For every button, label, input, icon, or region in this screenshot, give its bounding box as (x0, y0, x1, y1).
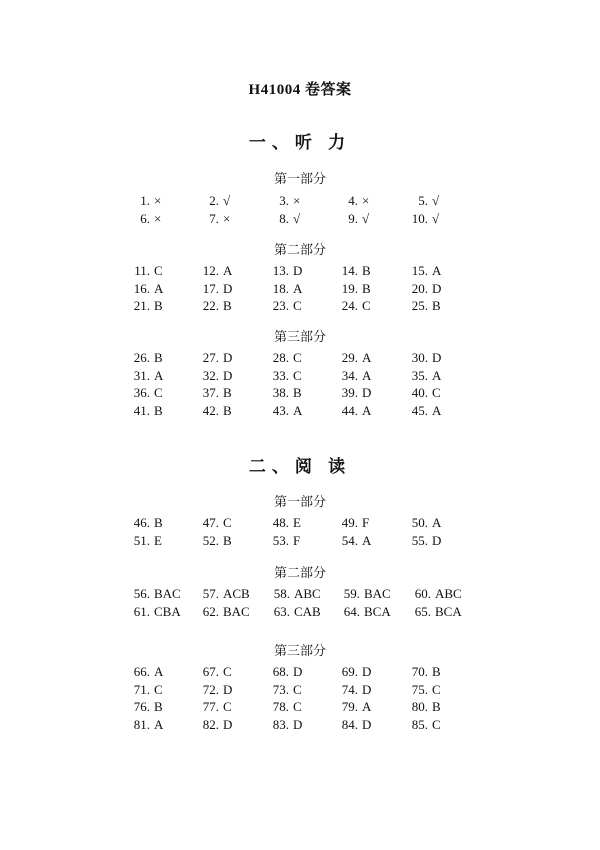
answer-row (0, 281, 600, 299)
question-number: 42. (202, 402, 219, 418)
answer-value: B (223, 298, 232, 313)
answer-value: B (154, 402, 163, 418)
question-number: 44. (341, 402, 358, 418)
answer-value: C (293, 298, 302, 313)
answer-item (322, 533, 388, 549)
question-number: 68. (272, 664, 289, 679)
question-number: 51. (133, 532, 150, 548)
question-number: 65. (414, 603, 431, 619)
answer-value: BCA (435, 603, 462, 619)
answer-grid (0, 515, 600, 550)
answer-value: CAB (294, 603, 321, 619)
question-number: 28. (272, 350, 289, 365)
question-number: 3. (279, 193, 289, 208)
answer-grid (0, 586, 600, 621)
answer-item (114, 385, 180, 401)
answer-item (253, 515, 319, 531)
question-number: 56. (133, 586, 150, 601)
answer-value: A (154, 367, 164, 383)
part-label: 第二部分 (273, 242, 326, 257)
answer-value: C (154, 263, 163, 278)
answer-item (253, 263, 319, 279)
answer-value: A (154, 716, 164, 732)
answer-item (322, 263, 388, 279)
answer-value: D (362, 681, 372, 697)
answer-value: D (432, 280, 442, 296)
answer-value: C (223, 515, 232, 530)
question-number: 20. (411, 280, 428, 296)
question-number: 33. (272, 367, 289, 383)
answer-item (183, 281, 249, 297)
question-number: 61. (133, 603, 150, 619)
answer-value: D (362, 716, 372, 732)
answer-item (114, 350, 180, 366)
question-number: 31. (133, 367, 150, 383)
answer-row (0, 298, 600, 316)
answer-item (392, 699, 458, 715)
answer-item (114, 403, 180, 419)
question-number: 67. (202, 664, 219, 679)
answer-item (322, 682, 388, 698)
answer-item (392, 682, 458, 698)
answer-value: C (293, 681, 302, 697)
answer-item (322, 193, 388, 209)
answer-item (405, 586, 469, 602)
question-number: 41. (133, 402, 150, 418)
question-number: 7. (209, 210, 219, 226)
question-number: 64. (343, 603, 360, 619)
answer-value: D (362, 664, 372, 679)
answer-row (0, 604, 600, 622)
answer-value: D (293, 716, 303, 732)
answer-value: E (154, 532, 162, 548)
answer-item (392, 263, 458, 279)
answer-item (253, 211, 319, 227)
question-number: 21. (133, 298, 150, 313)
answer-value: D (432, 532, 442, 548)
answer-value: × (293, 193, 301, 208)
question-number: 72. (202, 681, 219, 697)
answer-value: BAC (154, 586, 181, 601)
part-label: 第三部分 (273, 329, 326, 344)
answer-value: × (154, 210, 162, 226)
answer-item (183, 298, 249, 314)
answer-value: D (223, 280, 233, 296)
document-title: H41004 卷答案 (248, 82, 352, 98)
question-number: 75. (411, 681, 428, 697)
answer-value: B (293, 385, 302, 400)
answer-item (183, 664, 249, 680)
answer-item (114, 533, 180, 549)
question-number: 74. (341, 681, 358, 697)
answer-value: × (362, 193, 370, 208)
question-number: 73. (272, 681, 289, 697)
answer-value: C (223, 699, 232, 714)
question-number: 6. (140, 210, 150, 226)
question-number: 14. (341, 263, 358, 278)
answer-item (183, 699, 249, 715)
answer-row (0, 211, 600, 229)
question-number: 5. (418, 193, 428, 208)
answer-item (114, 682, 180, 698)
answer-value: C (293, 367, 302, 383)
question-number: 45. (411, 402, 428, 418)
answer-value: C (293, 699, 302, 714)
question-number: 79. (341, 699, 358, 714)
question-number: 84. (341, 716, 358, 732)
question-number: 37. (202, 385, 219, 400)
question-number: 10. (411, 210, 428, 226)
answer-item (392, 281, 458, 297)
answer-item (253, 350, 319, 366)
question-number: 2. (209, 193, 219, 208)
answer-value: A (432, 367, 442, 383)
answer-value: √ (362, 210, 370, 226)
answer-item (183, 533, 249, 549)
answer-value: √ (432, 210, 440, 226)
answer-item (183, 368, 249, 384)
answer-item (183, 403, 249, 419)
question-number: 59. (343, 586, 360, 601)
answer-item (322, 699, 388, 715)
question-number: 39. (341, 385, 358, 400)
question-number: 1. (140, 193, 150, 208)
question-number: 80. (411, 699, 428, 714)
answer-item (183, 193, 249, 209)
question-number: 34. (341, 367, 358, 383)
question-number: 58. (273, 586, 290, 601)
answer-value: D (362, 385, 372, 400)
answer-row (0, 533, 600, 551)
answer-value: √ (293, 210, 301, 226)
answer-value: D (293, 664, 303, 679)
answer-value: A (362, 532, 372, 548)
answer-value: √ (223, 193, 231, 208)
answer-value: A (362, 350, 372, 365)
answer-value: F (293, 532, 301, 548)
question-number: 53. (272, 532, 289, 548)
answer-item (264, 604, 328, 620)
answer-item (405, 604, 469, 620)
section-heading-listening: 一、听 力 (248, 133, 352, 152)
question-number: 62. (202, 603, 219, 619)
answer-item (392, 515, 458, 531)
answer-item (114, 699, 180, 715)
answer-item (322, 350, 388, 366)
answer-value: A (154, 280, 164, 296)
question-number: 66. (133, 664, 150, 679)
answer-value: C (432, 716, 441, 732)
question-number: 30. (411, 350, 428, 365)
question-number: 78. (272, 699, 289, 714)
answer-item (322, 281, 388, 297)
answer-item (334, 586, 398, 602)
answer-value: A (432, 263, 442, 278)
answer-value: B (154, 350, 163, 365)
answer-item (253, 533, 319, 549)
answer-row (0, 403, 600, 421)
question-number: 70. (411, 664, 428, 679)
answer-row (0, 368, 600, 386)
question-number: 15. (411, 263, 428, 278)
answer-item (114, 717, 180, 733)
answer-row (0, 682, 600, 700)
answer-item (253, 717, 319, 733)
answer-value: A (362, 402, 372, 418)
answer-item (322, 211, 388, 227)
answer-value: A (223, 263, 233, 278)
question-number: 82. (202, 716, 219, 732)
answer-row (0, 385, 600, 403)
answer-value: BCA (364, 603, 391, 619)
question-number: 47. (202, 515, 219, 530)
answer-value: A (432, 402, 442, 418)
question-number: 48. (272, 515, 289, 530)
answer-value: D (223, 350, 233, 365)
answer-item (392, 717, 458, 733)
answer-item (392, 533, 458, 549)
answer-item (392, 350, 458, 366)
answer-value: A (362, 367, 372, 383)
answer-value: C (432, 681, 441, 697)
answer-value: A (293, 280, 303, 296)
answer-value: D (293, 263, 303, 278)
answer-item (114, 515, 180, 531)
answer-grid (0, 193, 600, 228)
answer-item (253, 682, 319, 698)
question-number: 77. (202, 699, 219, 714)
answer-item (392, 298, 458, 314)
answer-item (193, 586, 257, 602)
question-number: 36. (133, 385, 150, 400)
question-number: 63. (273, 603, 290, 619)
question-number: 55. (411, 532, 428, 548)
question-number: 13. (272, 263, 289, 278)
answer-value: B (362, 263, 371, 278)
question-number: 23. (272, 298, 289, 313)
question-number: 38. (272, 385, 289, 400)
answer-value: × (223, 210, 231, 226)
answer-value: B (432, 699, 441, 714)
answer-value: D (223, 367, 233, 383)
answer-value: E (293, 515, 301, 530)
answer-item (124, 604, 188, 620)
answer-value: B (154, 298, 163, 313)
answer-value: B (223, 385, 232, 400)
answer-value: CBA (154, 603, 181, 619)
answer-item (114, 263, 180, 279)
answer-item (322, 403, 388, 419)
answer-grid (0, 263, 600, 316)
question-number: 60. (414, 586, 431, 601)
answer-row (0, 699, 600, 717)
answer-value: A (432, 515, 442, 530)
answer-item (322, 717, 388, 733)
question-number: 43. (272, 402, 289, 418)
answer-row (0, 263, 600, 281)
answer-value: B (154, 699, 163, 714)
question-number: 54. (341, 532, 358, 548)
answer-item (183, 515, 249, 531)
answer-item (322, 298, 388, 314)
answer-item (253, 281, 319, 297)
answer-value: B (223, 532, 232, 548)
answer-value: ACB (223, 586, 250, 601)
answer-item (183, 682, 249, 698)
answer-row (0, 717, 600, 735)
answer-item (322, 368, 388, 384)
part-label: 第三部分 (273, 643, 326, 658)
answer-value: A (293, 402, 303, 418)
question-number: 4. (348, 193, 358, 208)
answer-item (183, 263, 249, 279)
answer-item (392, 368, 458, 384)
question-number: 8. (279, 210, 289, 226)
question-number: 27. (202, 350, 219, 365)
question-number: 81. (133, 716, 150, 732)
answer-value: F (362, 515, 370, 530)
question-number: 25. (411, 298, 428, 313)
question-number: 18. (272, 280, 289, 296)
question-number: 24. (341, 298, 358, 313)
question-number: 35. (411, 367, 428, 383)
answer-value: √ (432, 193, 440, 208)
answer-value: B (154, 515, 163, 530)
answer-value: C (362, 298, 371, 313)
answer-item (322, 385, 388, 401)
answer-row (0, 515, 600, 533)
answer-value: B (362, 280, 371, 296)
answer-value: A (362, 699, 372, 714)
question-number: 83. (272, 716, 289, 732)
question-number: 71. (133, 681, 150, 697)
answer-value: ABC (294, 586, 321, 601)
question-number: 32. (202, 367, 219, 383)
answer-value: B (432, 298, 441, 313)
answer-item (322, 515, 388, 531)
answer-grid (0, 664, 600, 734)
answer-row (0, 350, 600, 368)
part-label: 第一部分 (273, 494, 326, 509)
answer-item (114, 664, 180, 680)
question-number: 57. (202, 586, 219, 601)
question-number: 17. (202, 280, 219, 296)
answer-value: A (154, 664, 164, 679)
answer-item (392, 211, 458, 227)
question-number: 12. (202, 263, 219, 278)
answer-item (253, 298, 319, 314)
answer-value: BAC (364, 586, 391, 601)
question-number: 9. (348, 210, 358, 226)
question-number: 29. (341, 350, 358, 365)
answer-grid (0, 350, 600, 420)
question-number: 50. (411, 515, 428, 530)
answer-item (334, 604, 398, 620)
question-number: 11. (134, 263, 150, 278)
answer-item (253, 193, 319, 209)
answer-item (183, 385, 249, 401)
answer-value: D (223, 681, 233, 697)
part-label: 第一部分 (273, 171, 326, 186)
answer-item (253, 385, 319, 401)
answer-item (392, 385, 458, 401)
answer-value: D (432, 350, 442, 365)
answer-item (392, 403, 458, 419)
question-number: 22. (202, 298, 219, 313)
answer-item (124, 586, 188, 602)
question-number: 76. (133, 699, 150, 714)
question-number: 46. (133, 515, 150, 530)
answer-item (114, 211, 180, 227)
answer-item (253, 403, 319, 419)
answer-row (0, 193, 600, 211)
answer-item (183, 211, 249, 227)
answer-value: × (154, 193, 162, 208)
answer-row (0, 664, 600, 682)
question-number: 16. (133, 280, 150, 296)
answer-item (183, 717, 249, 733)
answer-value: B (432, 664, 441, 679)
answer-item (264, 586, 328, 602)
answer-item (253, 699, 319, 715)
answer-item (253, 664, 319, 680)
answer-value: C (223, 664, 232, 679)
question-number: 52. (202, 532, 219, 548)
question-number: 26. (133, 350, 150, 365)
answer-item (114, 281, 180, 297)
question-number: 49. (341, 515, 358, 530)
answer-value: B (223, 402, 232, 418)
question-number: 85. (411, 716, 428, 732)
answer-value: BAC (223, 603, 250, 619)
answer-value: C (432, 385, 441, 400)
answer-value: C (293, 350, 302, 365)
section-heading-reading: 二、阅 读 (248, 457, 352, 476)
answer-item (114, 368, 180, 384)
answer-value: ABC (435, 586, 462, 601)
answer-value: D (223, 716, 233, 732)
answer-item (183, 350, 249, 366)
answer-row (0, 586, 600, 604)
question-number: 19. (341, 280, 358, 296)
answer-value: C (154, 681, 163, 697)
answer-item (114, 298, 180, 314)
answer-value: C (154, 385, 163, 400)
answer-item (193, 604, 257, 620)
answer-item (114, 193, 180, 209)
answer-item (392, 193, 458, 209)
question-number: 40. (411, 385, 428, 400)
part-label: 第二部分 (273, 565, 326, 580)
answer-item (253, 368, 319, 384)
answer-item (322, 664, 388, 680)
question-number: 69. (341, 664, 358, 679)
answer-item (392, 664, 458, 680)
